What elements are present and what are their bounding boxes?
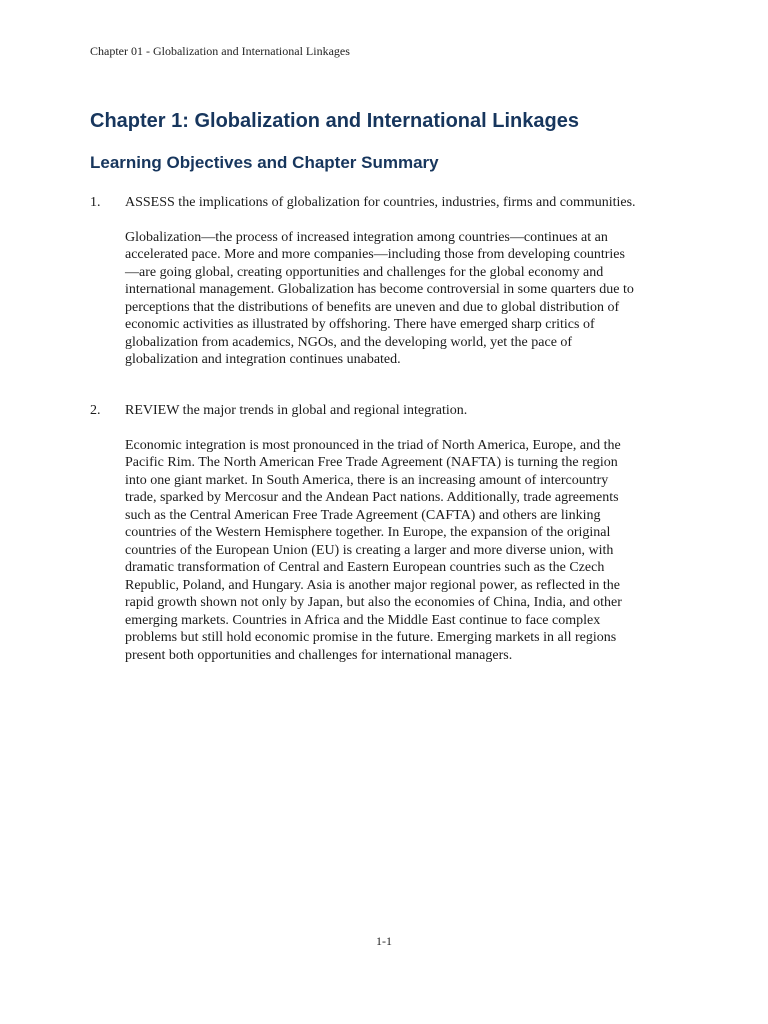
objective-item bbox=[90, 402, 636, 664]
objective-item bbox=[90, 194, 636, 369]
objective-number: 2. bbox=[90, 403, 101, 418]
running-header: Chapter 01 - Globalization and International Linkages bbox=[90, 44, 350, 58]
page-number: 1-1 bbox=[376, 934, 392, 948]
section-heading: Learning Objectives and Chapter Summary bbox=[90, 153, 439, 172]
objective-body bbox=[125, 194, 636, 369]
objective-statement: REVIEW the major trends in global and regional integration. bbox=[125, 403, 468, 418]
objective-body bbox=[125, 402, 636, 664]
objective-statement: ASSESS the implications of globalization for countries, industries, firms and communities. bbox=[125, 195, 636, 210]
objective-number: 1. bbox=[90, 195, 101, 210]
objective-summary: Globalization—the process of increased integration among countries—continues at an accelerated pace. More and more companies—including those from developing countries—are going global, creating opportunities and challenges for the global economy and international management. Globalization has become controversial in some quarters due to perceptions that the distributions of benefits are uneven and due to global distribution of economic activities as illustrated by offshoring. There have emerged sharp critics of globalization from academics, NGOs, and the developing world, yet the pace of globalization and integration continues unabated. bbox=[125, 229, 634, 367]
chapter-title: Chapter 1: Globalization and International Linkages bbox=[90, 110, 579, 132]
objective-summary: Economic integration is most pronounced in the triad of North America, Europe, and the Pacific Rim. The North American Free Trade Agreement (NAFTA) is turning the region into one giant market. In South America, there is an increasing amount of intercountry trade, sparked by Mercosur and the Andean Pact nations. Additionally, trade agreements such as the Central American Free Trade Agreement (CAFTA) and others are linking countries of the Western Hemisphere together. In Europe, the expansion of the original countries of the European Union (EU) is creating a larger and more diverse union, with dramatic transformation of Central and Eastern European countries such as the Czech Republic, Poland, and Hungary. Asia is another major regional power, as reflected in the rapid growth shown not only by Japan, but also the economies of China, India, and other emerging markets. Countries in Africa and the Middle East continue to face complex problems but still hold economic promise in the future. Emerging markets in all regions present both opportunities and challenges for international managers. bbox=[125, 437, 622, 663]
